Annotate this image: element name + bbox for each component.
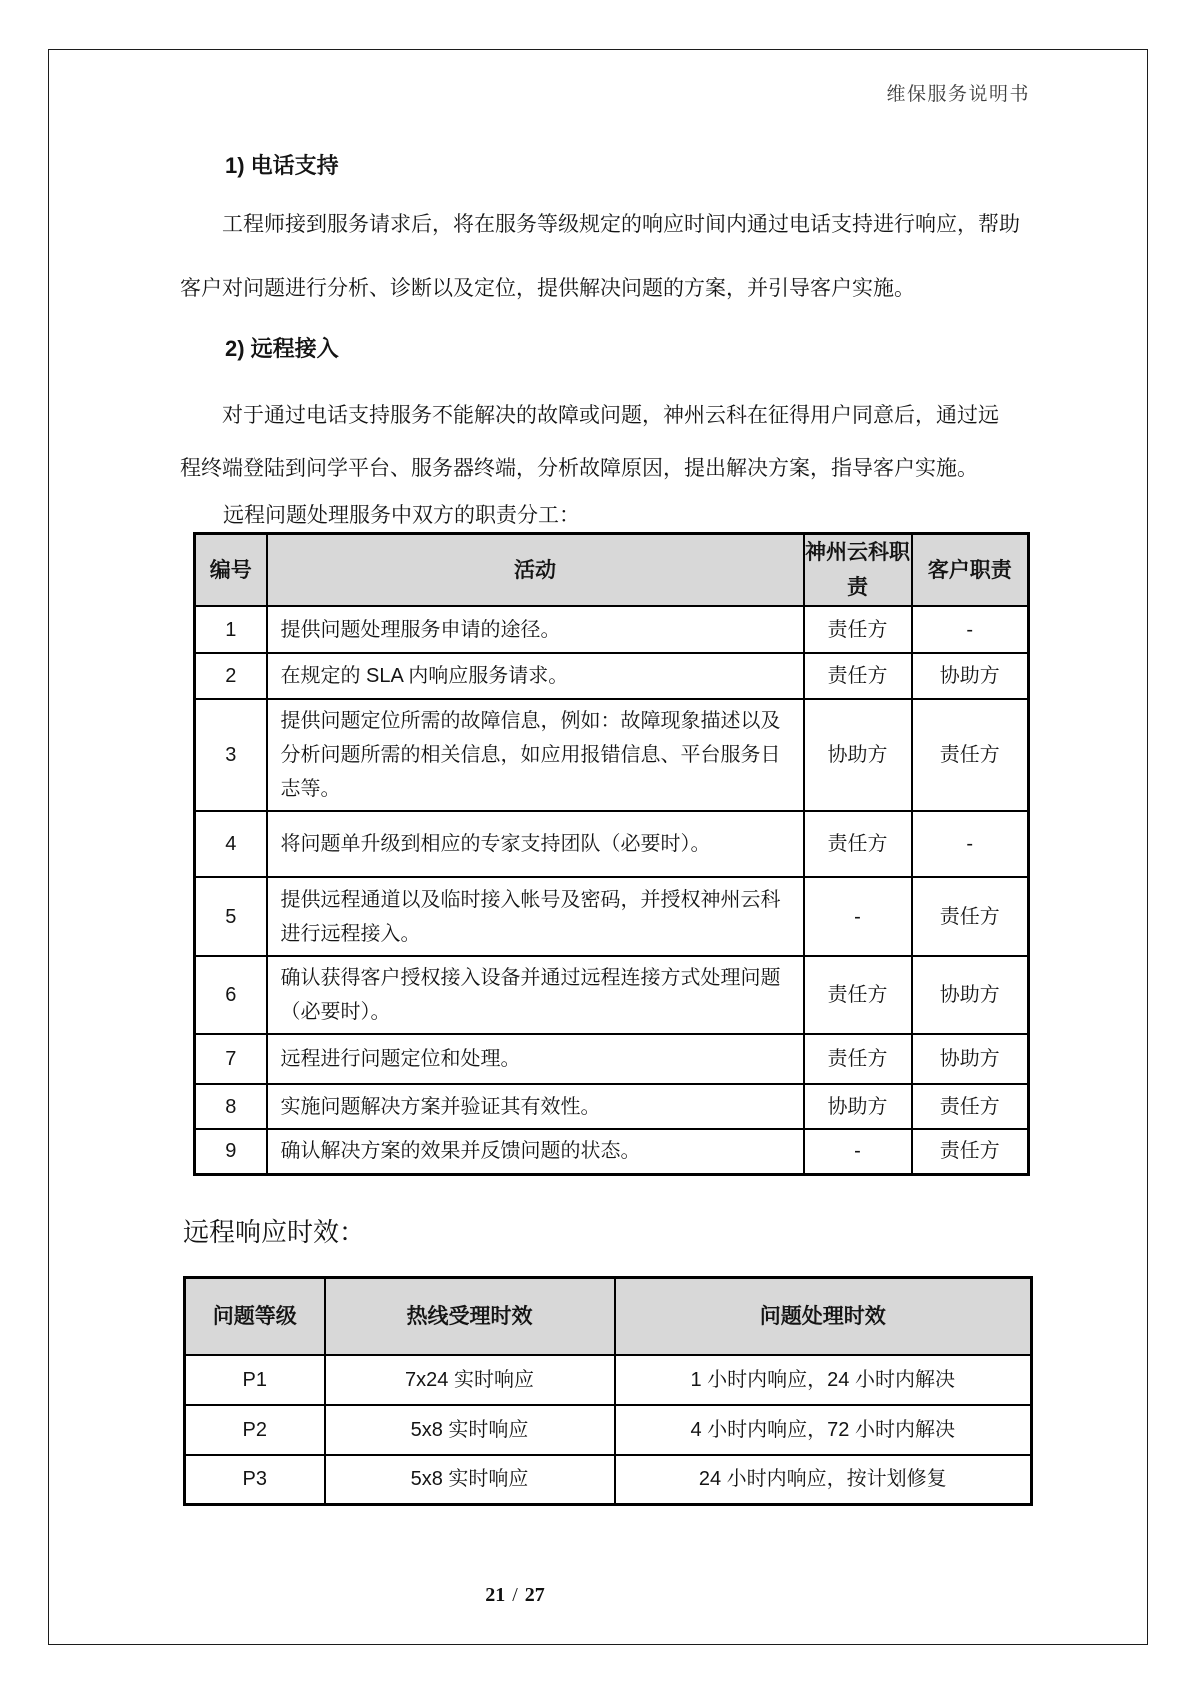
cell-handling-sla: 1 小时内响应，24 小时内解决 bbox=[615, 1355, 1032, 1405]
cell-no: 1 bbox=[195, 606, 267, 653]
responsibility-table-intro: 远程问题处理服务中双方的职责分工： bbox=[223, 504, 580, 527]
cell-vendor: 责任方 bbox=[804, 606, 912, 653]
cell-customer: 协助方 bbox=[912, 653, 1029, 699]
cell-customer: 协助方 bbox=[912, 956, 1029, 1034]
header-cell-vendor: 神州云科职责 bbox=[804, 534, 912, 607]
cell-customer: 协助方 bbox=[912, 1034, 1029, 1084]
cell-activity: 确认获得客户授权接入设备并通过远程连接方式处理问题（必要时）。 bbox=[267, 956, 804, 1034]
cell-handling-sla: 4 小时内响应，72 小时内解决 bbox=[615, 1405, 1032, 1455]
cell-customer: - bbox=[912, 811, 1029, 877]
cell-no: 8 bbox=[195, 1084, 267, 1129]
cell-activity: 远程进行问题定位和处理。 bbox=[267, 1034, 804, 1084]
cell-problem-level: P3 bbox=[185, 1455, 325, 1505]
cell-vendor: 责任方 bbox=[804, 811, 912, 877]
response-time-table bbox=[183, 1276, 1033, 1506]
header-cell-problem-level: 问题等级 bbox=[185, 1278, 325, 1355]
table-row bbox=[195, 1084, 1029, 1129]
table-row bbox=[185, 1455, 1032, 1505]
remote-access-paragraph-line-1: 对于通过电话支持服务不能解决的故障或问题，神州云科在征得用户同意后，通过远 bbox=[222, 404, 999, 427]
cell-activity: 在规定的 SLA 内响应服务请求。 bbox=[267, 653, 804, 699]
cell-activity: 提供远程通道以及临时接入帐号及密码，并授权神州云科进行远程接入。 bbox=[267, 877, 804, 956]
cell-activity: 提供问题定位所需的故障信息，例如：故障现象描述以及分析问题所需的相关信息，如应用报错信息、平台服务日志等。 bbox=[267, 699, 804, 811]
cell-hotline-sla: 5x8 实时响应 bbox=[325, 1405, 615, 1455]
cell-vendor: 协助方 bbox=[804, 699, 912, 811]
cell-vendor: 责任方 bbox=[804, 653, 912, 699]
table-row bbox=[195, 877, 1029, 956]
cell-problem-level: P1 bbox=[185, 1355, 325, 1405]
cell-no: 5 bbox=[195, 877, 267, 956]
remote-access-paragraph-line-2: 程终端登陆到问学平台、服务器终端，分析故障原因，提出解决方案，指导客户实施。 bbox=[180, 457, 978, 480]
page-separator: / bbox=[512, 1584, 518, 1606]
cell-customer: - bbox=[912, 606, 1029, 653]
table-row bbox=[195, 699, 1029, 811]
header-cell-handling-sla: 问题处理时效 bbox=[615, 1278, 1032, 1355]
response-time-header-row bbox=[185, 1278, 1032, 1355]
cell-no: 4 bbox=[195, 811, 267, 877]
header-cell-customer: 客户职责 bbox=[912, 534, 1029, 607]
header-cell-no: 编号 bbox=[195, 534, 267, 607]
table-row bbox=[185, 1405, 1032, 1455]
cell-hotline-sla: 7x24 实时响应 bbox=[325, 1355, 615, 1405]
table-row bbox=[195, 1129, 1029, 1174]
table-row bbox=[195, 653, 1029, 699]
cell-customer: 责任方 bbox=[912, 1129, 1029, 1174]
cell-activity: 确认解决方案的效果并反馈问题的状态。 bbox=[267, 1129, 804, 1174]
cell-activity: 将问题单升级到相应的专家支持团队（必要时）。 bbox=[267, 811, 804, 877]
doc-header-title: 维保服务说明书 bbox=[886, 84, 1030, 105]
header-cell-activity: 活动 bbox=[267, 534, 804, 607]
header-cell-hotline-sla: 热线受理时效 bbox=[325, 1278, 615, 1355]
cell-vendor: - bbox=[804, 877, 912, 956]
cell-customer: 责任方 bbox=[912, 699, 1029, 811]
cell-hotline-sla: 5x8 实时响应 bbox=[325, 1455, 615, 1505]
cell-vendor: - bbox=[804, 1129, 912, 1174]
cell-vendor: 责任方 bbox=[804, 1034, 912, 1084]
section-heading-remote-access: 2) 远程接入 bbox=[225, 336, 339, 361]
cell-customer: 责任方 bbox=[912, 1084, 1029, 1129]
cell-customer: 责任方 bbox=[912, 877, 1029, 956]
table-row bbox=[185, 1355, 1032, 1405]
section-heading-phone-support: 1) 电话支持 bbox=[225, 153, 339, 178]
current-page-number: 21 bbox=[485, 1584, 506, 1606]
responsibility-table-header-row bbox=[195, 534, 1029, 607]
cell-no: 9 bbox=[195, 1129, 267, 1174]
table-row bbox=[195, 606, 1029, 653]
page-footer bbox=[0, 1584, 1030, 1607]
total-page-number: 27 bbox=[524, 1584, 545, 1606]
cell-vendor: 协助方 bbox=[804, 1084, 912, 1129]
cell-activity: 提供问题处理服务申请的途径。 bbox=[267, 606, 804, 653]
response-time-heading: 远程响应时效： bbox=[183, 1217, 366, 1247]
table-row bbox=[195, 811, 1029, 877]
cell-problem-level: P2 bbox=[185, 1405, 325, 1455]
cell-no: 2 bbox=[195, 653, 267, 699]
cell-handling-sla: 24 小时内响应，按计划修复 bbox=[615, 1455, 1032, 1505]
cell-no: 3 bbox=[195, 699, 267, 811]
table-row bbox=[195, 956, 1029, 1034]
cell-no: 6 bbox=[195, 956, 267, 1034]
cell-vendor: 责任方 bbox=[804, 956, 912, 1034]
cell-activity: 实施问题解决方案并验证其有效性。 bbox=[267, 1084, 804, 1129]
table-row bbox=[195, 1034, 1029, 1084]
phone-support-paragraph-line-1: 工程师接到服务请求后，将在服务等级规定的响应时间内通过电话支持进行响应，帮助 bbox=[222, 213, 1020, 236]
responsibility-table bbox=[193, 532, 1030, 1176]
phone-support-paragraph-line-2: 客户对问题进行分析、诊断以及定位，提供解决问题的方案，并引导客户实施。 bbox=[180, 277, 915, 300]
cell-no: 7 bbox=[195, 1034, 267, 1084]
